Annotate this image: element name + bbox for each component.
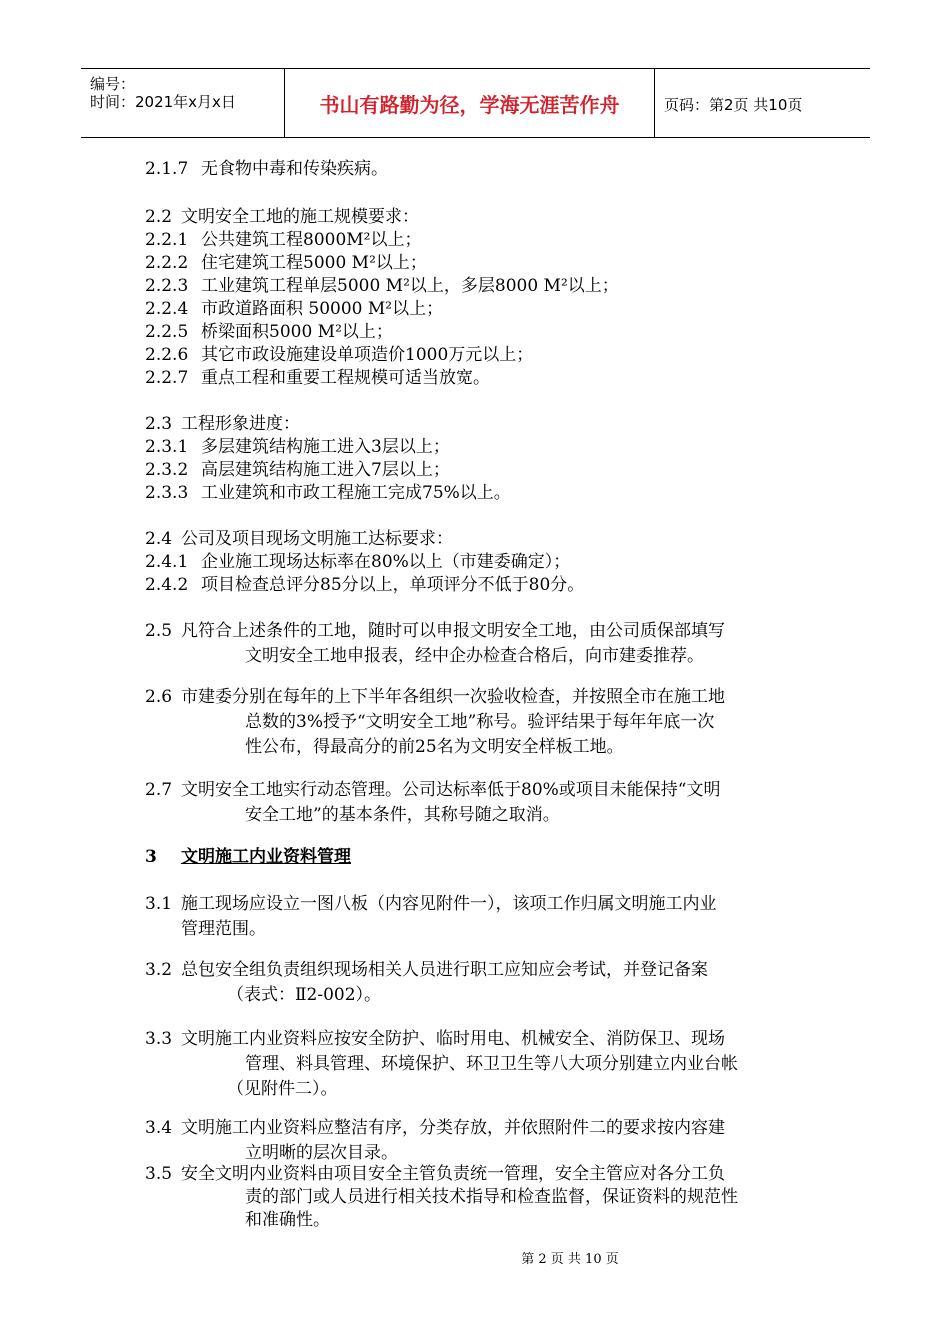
item-number: 3.2 [145,960,173,980]
item-text: 公共建筑工程8000M²以上； [201,230,422,250]
footer-page-number: 第 2 页 共 10 页 [521,1252,619,1267]
paragraph-line: 责的部门或人员进行相关技术指导和检查监督，保证资料的规范性 [245,1187,738,1207]
paragraph-line: 性公布，得最高分的前25名为文明安全样板工地。 [245,737,624,757]
paragraph-line: 安全文明内业资料由项目安全主管负责统一管理，安全主管应对各分工负 [181,1164,725,1184]
item-number: 2.2.2 [145,253,189,273]
item-number: 2.2.7 [145,368,189,388]
item-text: 重点工程和重要工程规模可适当放宽。 [201,368,490,388]
header-info-cell [81,69,285,137]
item-number: 2.5 [145,621,173,641]
item-number: 2.3.3 [145,483,189,503]
item-text: 文明安全工地的施工规模要求： [181,207,419,227]
item-number: 2.3.2 [145,460,189,480]
item-text: 工业建筑和市政工程施工完成75%以上。 [201,483,511,503]
item-text: 高层建筑结构施工进入7层以上； [201,460,450,480]
item-text: 项目检查总评分85分以上，单项评分不低于80分。 [201,575,585,595]
section-number: 3 [145,847,157,867]
item-number: 2.3.1 [145,437,189,457]
item-number: 2.7 [145,780,173,800]
item-number: 3.5 [145,1164,173,1184]
paragraph-line: 施工现场应设立一图八板（内容见附件一），该项工作归属文明施工内业 [181,894,717,914]
item-number: 3.4 [145,1118,173,1138]
item-number: 2.4.2 [145,575,189,595]
paragraph-line: 和准确性。 [245,1210,330,1230]
item-text: 住宅建筑工程5000 M²以上； [201,253,427,273]
paragraph-line: 文明安全工地申报表，经中企办检查合格后，向市建委推荐。 [245,646,704,666]
item-number: 2.2.4 [145,299,189,319]
item-text: 多层建筑结构施工进入3层以上； [201,437,450,457]
paragraph-line: 管理、料具管理、环境保护、环卫卫生等八大项分别建立内业台帐 [245,1054,738,1074]
section-title: 文明施工内业资料管理 [181,847,351,867]
document-date-label: 时间：2021年x月x日 [90,93,236,111]
item-number: 2.6 [145,687,173,707]
paragraph-line: 市建委分别在每年的上下半年各组织一次验收检查，并按照全市在施工地 [181,687,725,707]
item-number: 2.2.6 [145,345,189,365]
paragraph-line: 总数的3%授予“文明安全工地”称号。验评结果于每年年底一次 [245,712,715,732]
item-text: 市政道路面积 50000 M²以上； [201,299,444,319]
item-number: 2.4 [145,529,173,549]
item-number: 2.2.5 [145,322,189,342]
paragraph-line: （表式：Ⅱ2-002）。 [227,985,382,1005]
item-text: 工程形象进度： [181,414,300,434]
paragraph-line: 总包安全组负责组织现场相关人员进行职工应知应会考试，并登记备案 [181,960,708,980]
item-text: 桥梁面积5000 M²以上； [201,322,393,342]
header-page-label: 页码：第2页 共10页 [664,96,803,114]
item-number: 2.1.7 [145,159,189,179]
paragraph-line: 安全工地”的基本条件，其称号随之取消。 [245,805,560,825]
document-number-label: 编号： [90,75,136,93]
item-number: 2.3 [145,414,173,434]
paragraph-line: 立明晰的层次目录。 [245,1143,398,1163]
item-text: 工业建筑工程单层5000 M²以上，多层8000 M²以上； [201,276,619,296]
paragraph-line: （见附件二）。 [227,1079,338,1099]
item-number: 2.2.1 [145,230,189,250]
paragraph-line: 管理范围。 [181,919,266,939]
item-number: 3.1 [145,894,173,914]
page-header [81,68,870,138]
item-text: 公司及项目现场文明施工达标要求： [181,529,453,549]
item-number: 3.3 [145,1029,173,1049]
page-footer [0,1248,950,1267]
item-text: 无食物中毒和传染疾病。 [201,159,388,179]
item-number: 2.2 [145,207,173,227]
paragraph-line: 文明安全工地实行动态管理。公司达标率低于80%或项目未能保持“文明 [181,780,721,800]
paragraph-line: 凡符合上述条件的工地，随时可以申报文明安全工地，由公司质保部填写 [181,621,725,641]
header-page-cell [655,69,870,137]
item-number: 2.2.3 [145,276,189,296]
paragraph-line: 文明施工内业资料应按安全防护、临时用电、机械安全、消防保卫、现场 [181,1029,725,1049]
paragraph-line: 文明施工内业资料应整洁有序，分类存放，并依照附件二的要求按内容建 [181,1118,725,1138]
header-motto: 书山有路勤为径，学海无涯苦作舟 [285,69,655,137]
item-text: 其它市政设施建设单项造价1000万元以上； [201,345,534,365]
item-number: 2.4.1 [145,552,189,572]
item-text: 企业施工现场达标率在80%以上（市建委确定）； [201,552,571,572]
